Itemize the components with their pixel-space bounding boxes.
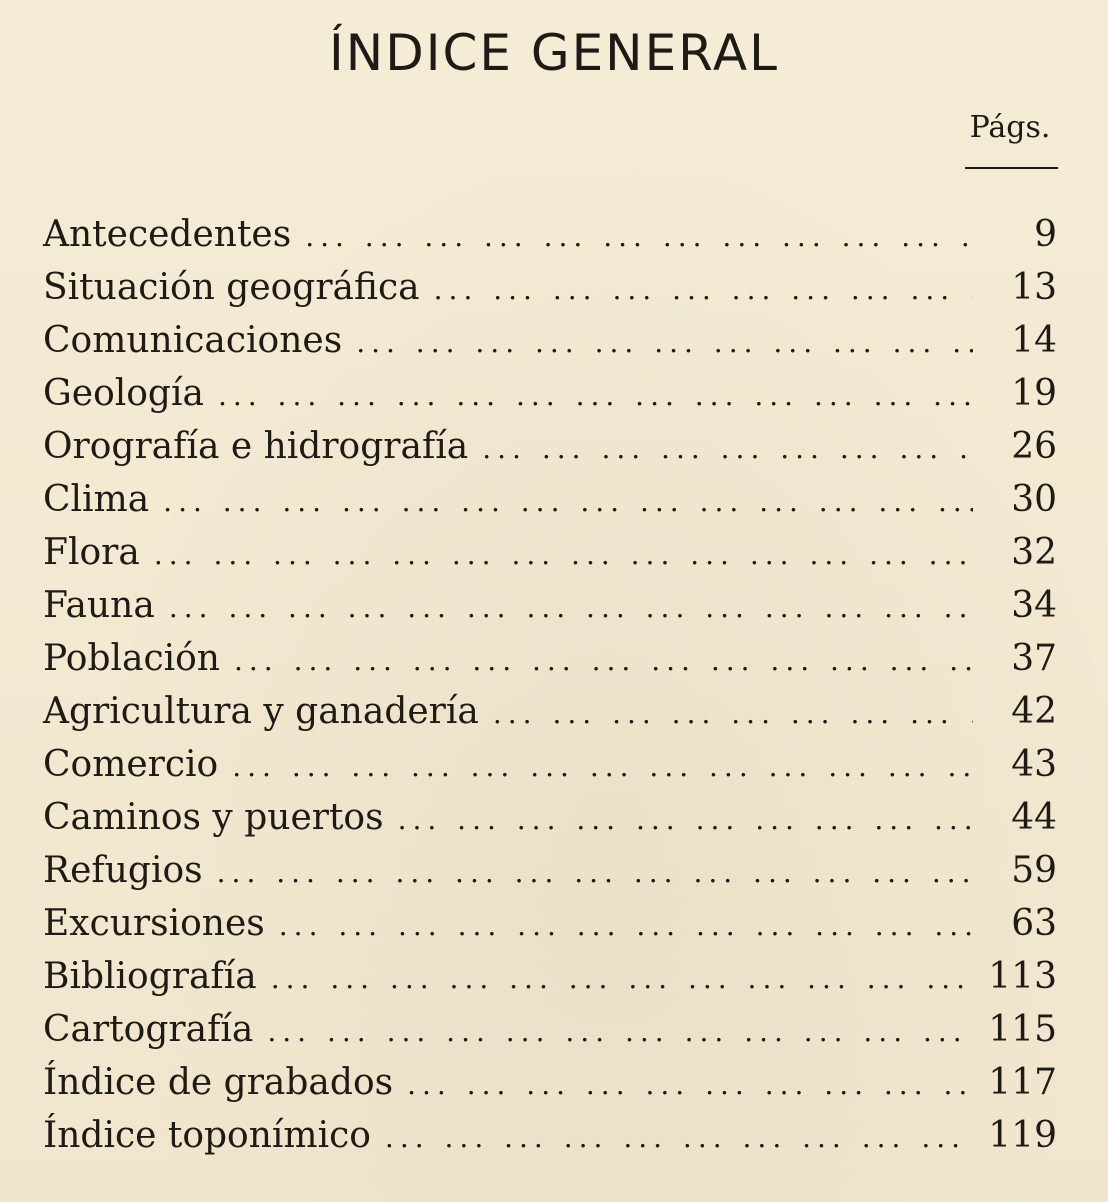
toc-entry-label: Geología: [43, 373, 204, 414]
toc-entry: [43, 1003, 1057, 1056]
toc-entry-label: Índice de grabados: [43, 1062, 394, 1103]
toc-entry-page-number: 30: [1011, 479, 1057, 520]
toc-entry-page-number: 59: [1011, 850, 1057, 891]
dot-leader: [407, 1058, 973, 1111]
toc-entry-page-number: 9: [1034, 214, 1057, 255]
toc-entry: [43, 208, 1057, 261]
dot-leader: [234, 634, 973, 687]
toc-entry: [43, 261, 1057, 314]
toc-entry-label: Índice toponímico: [43, 1115, 371, 1156]
toc-entry-label: Bibliografía: [43, 956, 257, 997]
toc-entry-page-number: 63: [1011, 903, 1057, 944]
toc-entry: [43, 473, 1057, 526]
toc-entry-page-number: 34: [1011, 585, 1057, 626]
dot-leader: [232, 740, 973, 793]
toc-entry-page-number: 43: [1011, 744, 1057, 785]
dot-leader: [434, 263, 973, 316]
toc-entry: [43, 1056, 1057, 1109]
dot-leader: [218, 369, 973, 422]
toc-entry-label: Comercio: [43, 744, 219, 785]
toc-entry: [43, 367, 1057, 420]
toc-entry-page-number: 37: [1011, 638, 1057, 679]
toc-entry-label: Fauna: [43, 585, 155, 626]
pages-column-header: Págs.: [969, 110, 1051, 145]
toc-entry-label: Flora: [43, 532, 140, 573]
dot-leader: [493, 687, 973, 740]
toc-entry: [43, 579, 1057, 632]
toc-entry-page-number: 44: [1011, 797, 1057, 838]
table-of-contents: [43, 208, 1057, 1162]
dot-leader: [169, 581, 973, 634]
dot-leader: [217, 846, 973, 899]
toc-entry-label: Refugios: [43, 850, 203, 891]
toc-entry-label: Cartografía: [43, 1009, 254, 1050]
toc-entry-label: Clima: [43, 479, 150, 520]
toc-entry-page-number: 119: [988, 1115, 1057, 1156]
toc-entry: [43, 685, 1057, 738]
dot-leader: [154, 528, 973, 581]
toc-entry-page-number: 113: [988, 956, 1057, 997]
toc-entry: [43, 738, 1057, 791]
pages-header-rule: [965, 167, 1058, 169]
toc-entry: [43, 897, 1057, 950]
toc-entry-label: Situación geográfica: [43, 267, 420, 308]
toc-entry-label: Antecedentes: [43, 214, 292, 255]
dot-leader: [356, 316, 973, 369]
dot-leader: [267, 1005, 973, 1058]
toc-entry-label: Población: [43, 638, 220, 679]
dot-leader: [385, 1111, 973, 1164]
toc-entry-page-number: 13: [1011, 267, 1057, 308]
dot-leader: [398, 793, 973, 846]
dot-leader: [163, 475, 973, 528]
dot-leader: [482, 422, 973, 475]
toc-entry: [43, 314, 1057, 367]
toc-entry-page-number: 14: [1011, 320, 1057, 361]
dot-leader: [279, 899, 973, 952]
toc-entry: [43, 632, 1057, 685]
toc-entry: [43, 526, 1057, 579]
toc-entry-label: Comunicaciones: [43, 320, 343, 361]
toc-entry-label: Caminos y puertos: [43, 797, 384, 838]
toc-entry-label: Agricultura y ganadería: [43, 691, 479, 732]
toc-entry: [43, 1109, 1057, 1162]
toc-entry-label: Excursiones: [43, 903, 265, 944]
toc-entry-page-number: 115: [988, 1009, 1057, 1050]
toc-entry-page-number: 19: [1011, 373, 1057, 414]
toc-entry: [43, 950, 1057, 1003]
toc-entry: [43, 420, 1057, 473]
dot-leader: [305, 210, 973, 263]
toc-entry-page-number: 117: [988, 1062, 1057, 1103]
toc-entry-page-number: 42: [1011, 691, 1057, 732]
dot-leader: [271, 952, 973, 1005]
page-title: ÍNDICE GENERAL: [329, 24, 779, 82]
toc-entry: [43, 791, 1057, 844]
toc-entry-label: Orografía e hidrografía: [43, 426, 469, 467]
toc-entry-page-number: 26: [1011, 426, 1057, 467]
toc-entry-page-number: 32: [1011, 532, 1057, 573]
toc-entry: [43, 844, 1057, 897]
